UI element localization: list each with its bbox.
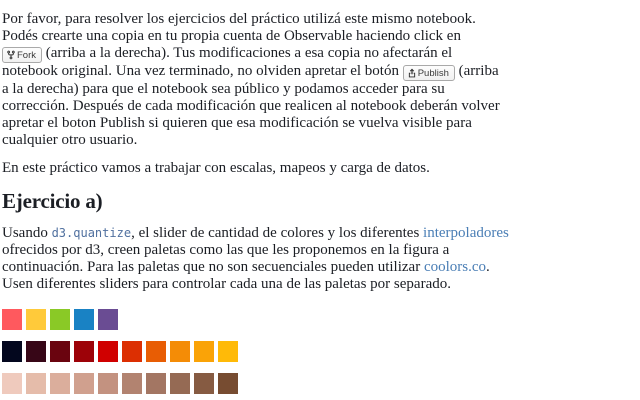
color-swatch (194, 341, 214, 362)
color-swatch (74, 341, 94, 362)
color-swatch (2, 309, 22, 330)
text-run: Usen diferentes sliders para controlar cada una de las paletas por separado. (2, 276, 451, 292)
palette-figure (2, 309, 632, 400)
fork-button[interactable] (2, 47, 42, 63)
link-coolors[interactable]: coolors.co (423, 259, 487, 275)
publish-icon (407, 68, 417, 78)
color-swatch (98, 341, 118, 362)
text-run: cualquier otro usuario. (2, 132, 138, 148)
color-swatch (146, 341, 166, 362)
text-run: a la derecha) para que el notebook sea público y podamos acceder para su (2, 81, 445, 97)
text-run: corrección. Después de cada modificación que realicen al notebook deberán volver (2, 98, 500, 114)
color-swatch (74, 373, 94, 394)
color-swatch (26, 373, 46, 394)
text-run: ofrecidos por d3, creen paletas como las que les proponemos en la figura a (2, 242, 450, 258)
color-swatch (50, 341, 70, 362)
color-swatch (98, 309, 118, 330)
fork-button-label: Fork (17, 49, 36, 61)
color-swatch (74, 309, 94, 330)
browns-palette (2, 373, 632, 394)
publish-button-label: Publish (417, 67, 449, 79)
color-swatch (50, 309, 70, 330)
dark-red-yellow-palette (2, 341, 632, 362)
color-swatch (26, 341, 46, 362)
color-swatch (218, 373, 238, 394)
summary-paragraph: En este práctico vamos a trabajar con escalas, mapeos y carga de datos. (2, 160, 430, 176)
text-run: . (486, 259, 490, 275)
publish-button[interactable] (403, 65, 455, 81)
color-swatch (2, 341, 22, 362)
color-swatch (218, 341, 238, 362)
text-run: (arriba a la derecha). Tus modificaciones a esa copia no afectarán el (42, 45, 453, 61)
color-swatch (50, 373, 70, 394)
categorical-palette (2, 309, 632, 330)
intro-paragraph (2, 11, 632, 149)
text-run: Por favor, para resolver los ejercicios del práctico utilizá este mismo notebook. (2, 11, 476, 27)
color-swatch (122, 341, 142, 362)
text-run: Podés crearte una copia en tu propia cuenta de Observable haciendo click en (2, 28, 461, 44)
inline-code: d3.quantize (51, 226, 132, 240)
color-swatch (122, 373, 142, 394)
color-swatch (146, 373, 166, 394)
text-run: (arriba (454, 63, 499, 79)
color-swatch (98, 373, 118, 394)
exercise-paragraph (2, 225, 632, 293)
color-swatch (170, 373, 190, 394)
color-swatch (170, 341, 190, 362)
text-run: notebook original. Una vez terminado, no olviden apretar el botón (2, 63, 403, 79)
text-run: apretar el boton Publish si quieren que esa modificación se vuelva visible para (2, 115, 472, 131)
color-swatch (2, 373, 22, 394)
fork-icon (6, 50, 16, 60)
text-run: continuación. Para las paletas que no son secuenciales pueden utilizar (2, 259, 424, 275)
text-run: , el slider de cantidad de colores y los diferentes (131, 225, 424, 241)
text-run: Usando (2, 225, 52, 241)
color-swatch (194, 373, 214, 394)
color-swatch (26, 309, 46, 330)
exercise-heading: Ejercicio a) (2, 189, 103, 213)
notebook-page (2, 11, 632, 400)
link-interpoladores[interactable]: interpoladores (423, 225, 509, 241)
